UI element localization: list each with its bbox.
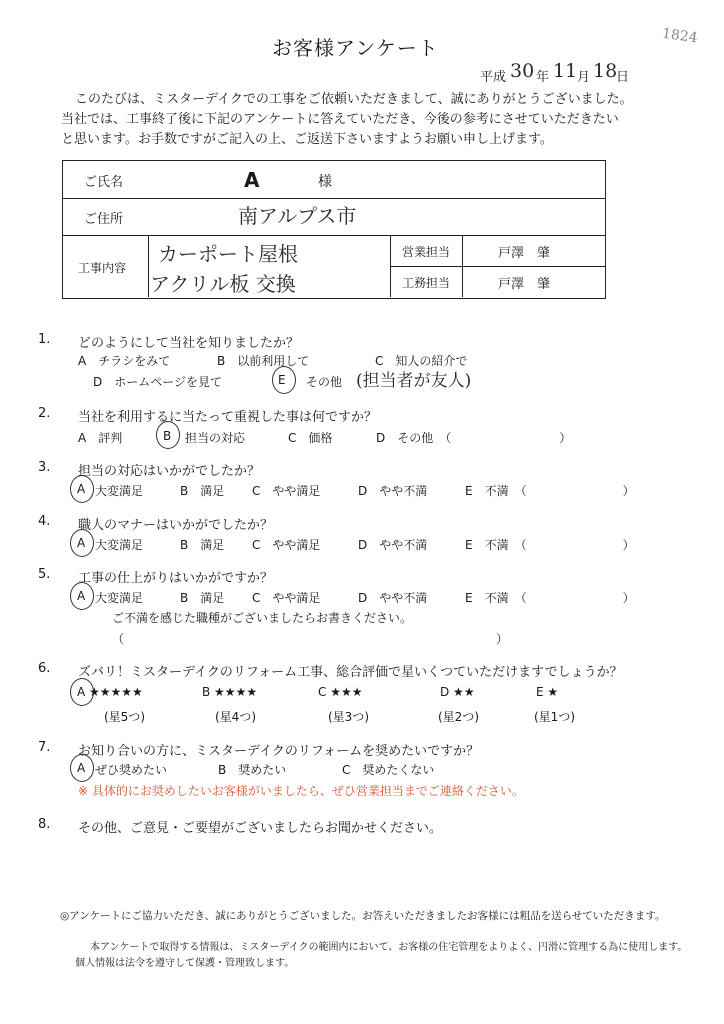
- intro-line-1: このたびは、ミスターデイクでの工事をご依頼いただきまして、誠にありがとうございました。: [75, 92, 633, 107]
- work-value-line-1: カーポート屋根: [158, 242, 298, 266]
- q3-option-a[interactable]: A: [77, 482, 86, 496]
- q3-option-d[interactable]: D やや不満: [358, 484, 428, 498]
- q3-option-c[interactable]: C やや満足: [252, 484, 321, 498]
- q4-number: 4.: [38, 514, 51, 529]
- col-divider: [148, 235, 149, 297]
- q1-option-c[interactable]: C 知人の紹介で: [375, 354, 468, 368]
- q7-note: ※ 具体的にお奨めしたいお客様がいましたら、ぜひ営業担当までご連絡ください。: [78, 784, 524, 798]
- q1-option-e[interactable]: E: [278, 373, 286, 387]
- q5-number: 5.: [38, 567, 51, 582]
- q1-number: 1.: [38, 332, 51, 347]
- row-divider: [62, 198, 606, 199]
- q6-option-e[interactable]: E ★: [536, 685, 559, 699]
- name-value: A: [244, 168, 260, 192]
- footer-thanks: ◎アンケートにご協力いただき、誠にありがとうございました。お答えいただきましたお客様には粗品を送らせていただきます。: [60, 910, 666, 922]
- q7-option-c[interactable]: C 奨めたくない: [342, 763, 435, 777]
- row-divider: [390, 266, 605, 267]
- date-nichi: 日: [616, 70, 630, 85]
- work-value-line-2: アクリル板 交換: [150, 272, 296, 296]
- q6-option-d-sub: (星2つ): [438, 710, 479, 724]
- q3-option-e[interactable]: E 不満 （ ）: [465, 484, 635, 498]
- q1-option-e-text: その他: [306, 375, 343, 389]
- sales-label: 営業担当: [402, 245, 451, 259]
- footer-privacy-1: 本アンケートで取得する情報は、ミスターデイクの範囲内において、お客様の住宅管理をよりよく、円滑に管理する為に使用します。: [90, 942, 688, 953]
- q3-option-a-text: 大変満足: [95, 484, 144, 498]
- q6-option-a-sub: (星5つ): [104, 710, 145, 724]
- q4-option-c[interactable]: C やや満足: [252, 538, 321, 552]
- q5-option-c[interactable]: C やや満足: [252, 591, 321, 605]
- row-divider: [62, 235, 606, 236]
- name-suffix: 様: [318, 174, 332, 190]
- q4-option-d[interactable]: D やや不満: [358, 538, 428, 552]
- date-nen: 年: [536, 70, 550, 85]
- q3-text: 担当の対応はいかがでしたか？: [78, 464, 261, 479]
- q1-handwritten-answer: (担当者が友人): [356, 371, 472, 391]
- q2-option-b[interactable]: B: [163, 429, 172, 443]
- q2-option-d[interactable]: D その他 （ ）: [376, 431, 572, 445]
- q7-option-a[interactable]: A: [77, 761, 86, 775]
- q5-option-d[interactable]: D やや不満: [358, 591, 428, 605]
- q6-option-c-sub: (星3つ): [328, 710, 369, 724]
- q5-text: 工事の仕上がりはいかがですか？: [78, 571, 274, 586]
- q8-number: 8.: [38, 817, 51, 832]
- q4-option-a[interactable]: A: [77, 536, 86, 550]
- date-year: 30: [510, 60, 535, 82]
- q2-option-c[interactable]: C 価格: [288, 431, 333, 445]
- address-label: ご住所: [84, 212, 124, 227]
- intro-line-3: と思います。お手数ですがご記入の上、ご返送下さいますようお願い申し上げます。: [61, 132, 553, 147]
- q4-option-e[interactable]: E 不満 （ ）: [465, 538, 635, 552]
- intro-line-2: 当社では、工事終了後に下記のアンケートに答えていただき、今後の参考にさせていただきたい: [61, 112, 619, 127]
- q2-text: 当社を利用するに当たって重視した事は何ですか？: [78, 410, 378, 425]
- footer-privacy-2: 個人情報は法令を遵守して保護・管理致します。: [75, 958, 295, 969]
- q7-text: お知り合いの方に、ミスターデイクのリフォームを奨めたいですか？: [78, 744, 480, 759]
- id-note: 1824: [661, 25, 699, 47]
- q1-text: どのようにして当社を知りましたか？: [78, 336, 300, 351]
- q7-option-a-text: ぜひ奨めたい: [95, 763, 168, 777]
- q4-option-b[interactable]: B 満足: [180, 538, 225, 552]
- name-label: ご氏名: [84, 175, 124, 190]
- construction-label: 工務担当: [402, 276, 451, 290]
- q2-option-a[interactable]: A 評判: [78, 431, 123, 445]
- work-label: 工事内容: [78, 261, 127, 275]
- sales-value: 戸澤 肇: [498, 246, 551, 261]
- date-prefix: 平成: [480, 70, 507, 85]
- q6-option-c[interactable]: C ★★★: [318, 685, 363, 699]
- q5-sub-text: ご不満を感じた職種がございましたらお書きください。: [112, 611, 413, 625]
- col-divider: [462, 235, 463, 297]
- q4-option-a-text: 大変満足: [95, 538, 144, 552]
- q2-number: 2.: [38, 406, 51, 421]
- q6-option-b-sub: (星4つ): [215, 710, 256, 724]
- q1-option-d[interactable]: D ホームページを見て: [93, 375, 223, 389]
- page-title: お客様アンケート: [272, 36, 439, 60]
- q5-option-b[interactable]: B 満足: [180, 591, 225, 605]
- q1-option-a[interactable]: A チラシをみて: [78, 354, 171, 368]
- q6-text: ズバリ！ミスターデイクのリフォーム工事、総合評価で星いくつていただけますでしょうか？: [78, 665, 623, 680]
- q5-option-e[interactable]: E 不満 （ ）: [465, 591, 635, 605]
- q6-number: 6.: [38, 661, 51, 676]
- q6-option-b[interactable]: B ★★★★: [202, 685, 258, 699]
- q6-option-d[interactable]: D ★★: [440, 685, 475, 699]
- col-divider: [390, 235, 391, 297]
- q1-option-b[interactable]: B 以前利用して: [217, 354, 310, 368]
- q6-option-e-sub: (星1つ): [534, 710, 575, 724]
- q7-number: 7.: [38, 740, 51, 755]
- date-tsuki: 月: [577, 70, 591, 85]
- q5-option-a-text: 大変満足: [95, 591, 144, 605]
- q2-option-b-text: 担当の対応: [185, 431, 246, 445]
- q8-text: その他、ご意見・ご要望がございましたらお聞かせください。: [78, 821, 443, 836]
- q4-text: 職人のマナーはいかがでしたか？: [78, 518, 274, 533]
- date-month: 11: [553, 60, 578, 82]
- q5-comment-field[interactable]: （ ）: [112, 632, 509, 646]
- q7-option-b[interactable]: B 奨めたい: [218, 763, 287, 777]
- address-value: 南アルプス市: [238, 204, 357, 228]
- date-day: 18: [593, 60, 618, 82]
- q6-option-a[interactable]: A ★★★★★: [77, 685, 143, 699]
- q3-number: 3.: [38, 460, 51, 475]
- construction-value: 戸澤 肇: [498, 277, 551, 292]
- q5-option-a[interactable]: A: [77, 589, 86, 603]
- q3-option-b[interactable]: B 満足: [180, 484, 225, 498]
